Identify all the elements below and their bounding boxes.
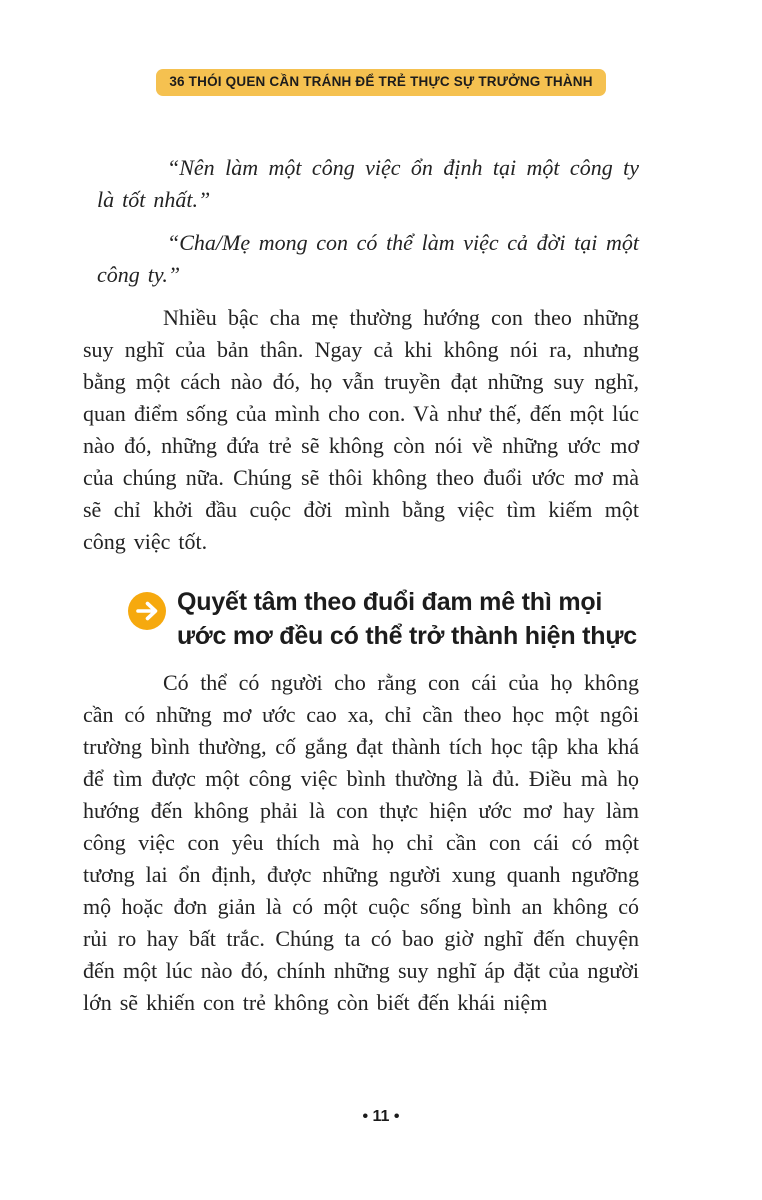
section-heading-line-1: Quyết tâm theo đuổi đam mê thì mọi	[177, 588, 603, 616]
arrow-right-icon	[128, 592, 166, 630]
body-paragraph-2: Có thể có người cho rằng con cái của họ không cần có những mơ ước cao xa, chỉ cần theo học một ngôi trường bình thường, cố gắng đạt thành tích học tập kha khá để tìm được một công việc bình thường là đủ. Điều mà họ hướng đến không phải là con thực hiện ước mơ hay làm công việc con yêu thích mà họ chỉ cần con cái có một tương lai ổn định, được những người xung quanh ngưỡng mộ hoặc đơn giản là có một cuộc sống bình an không có rủi ro hay bất trắc. Chúng ta có bao giờ nghĩ đến chuyện đến một lúc nào đó, chính những suy nghĩ áp đặt của người lớn sẽ khiến con trẻ không còn biết đến khái niệm	[83, 670, 639, 1015]
text-column	[83, 152, 639, 1019]
page-number: • 11 •	[362, 1108, 400, 1125]
quote-paragraph-2: “Cha/Mẹ mong con có thể làm việc cả đời tại một công ty.”	[97, 230, 639, 287]
running-head	[0, 69, 762, 96]
section-heading-text	[177, 586, 637, 653]
section-heading	[128, 586, 639, 653]
chapter-title: 36 THÓI QUEN CẦN TRÁNH ĐỂ TRẺ THỰC SỰ TRƯỞNG THÀNH	[169, 74, 593, 89]
quote-paragraph-1: “Nên làm một công việc ổn định tại một công ty là tốt nhất.”	[97, 155, 639, 212]
body-paragraph-1: Nhiều bậc cha mẹ thường hướng con theo những suy nghĩ của bản thân. Ngay cả khi không nói ra, nhưng bằng một cách nào đó, họ vẫn truyền đạt những suy nghĩ, quan điểm sống của mình cho con. Và như thế, đến một lúc nào đó, những đứa trẻ sẽ không còn nói về những ước mơ của chúng nữa. Chúng sẽ thôi không theo đuổi ước mơ mà sẽ chỉ khởi đầu cuộc đời mình bằng việc tìm kiếm một công việc tốt.	[83, 305, 639, 554]
section-heading-line-2: ước mơ đều có thể trở thành hiện thực	[177, 621, 637, 650]
chapter-title-band	[156, 69, 605, 96]
